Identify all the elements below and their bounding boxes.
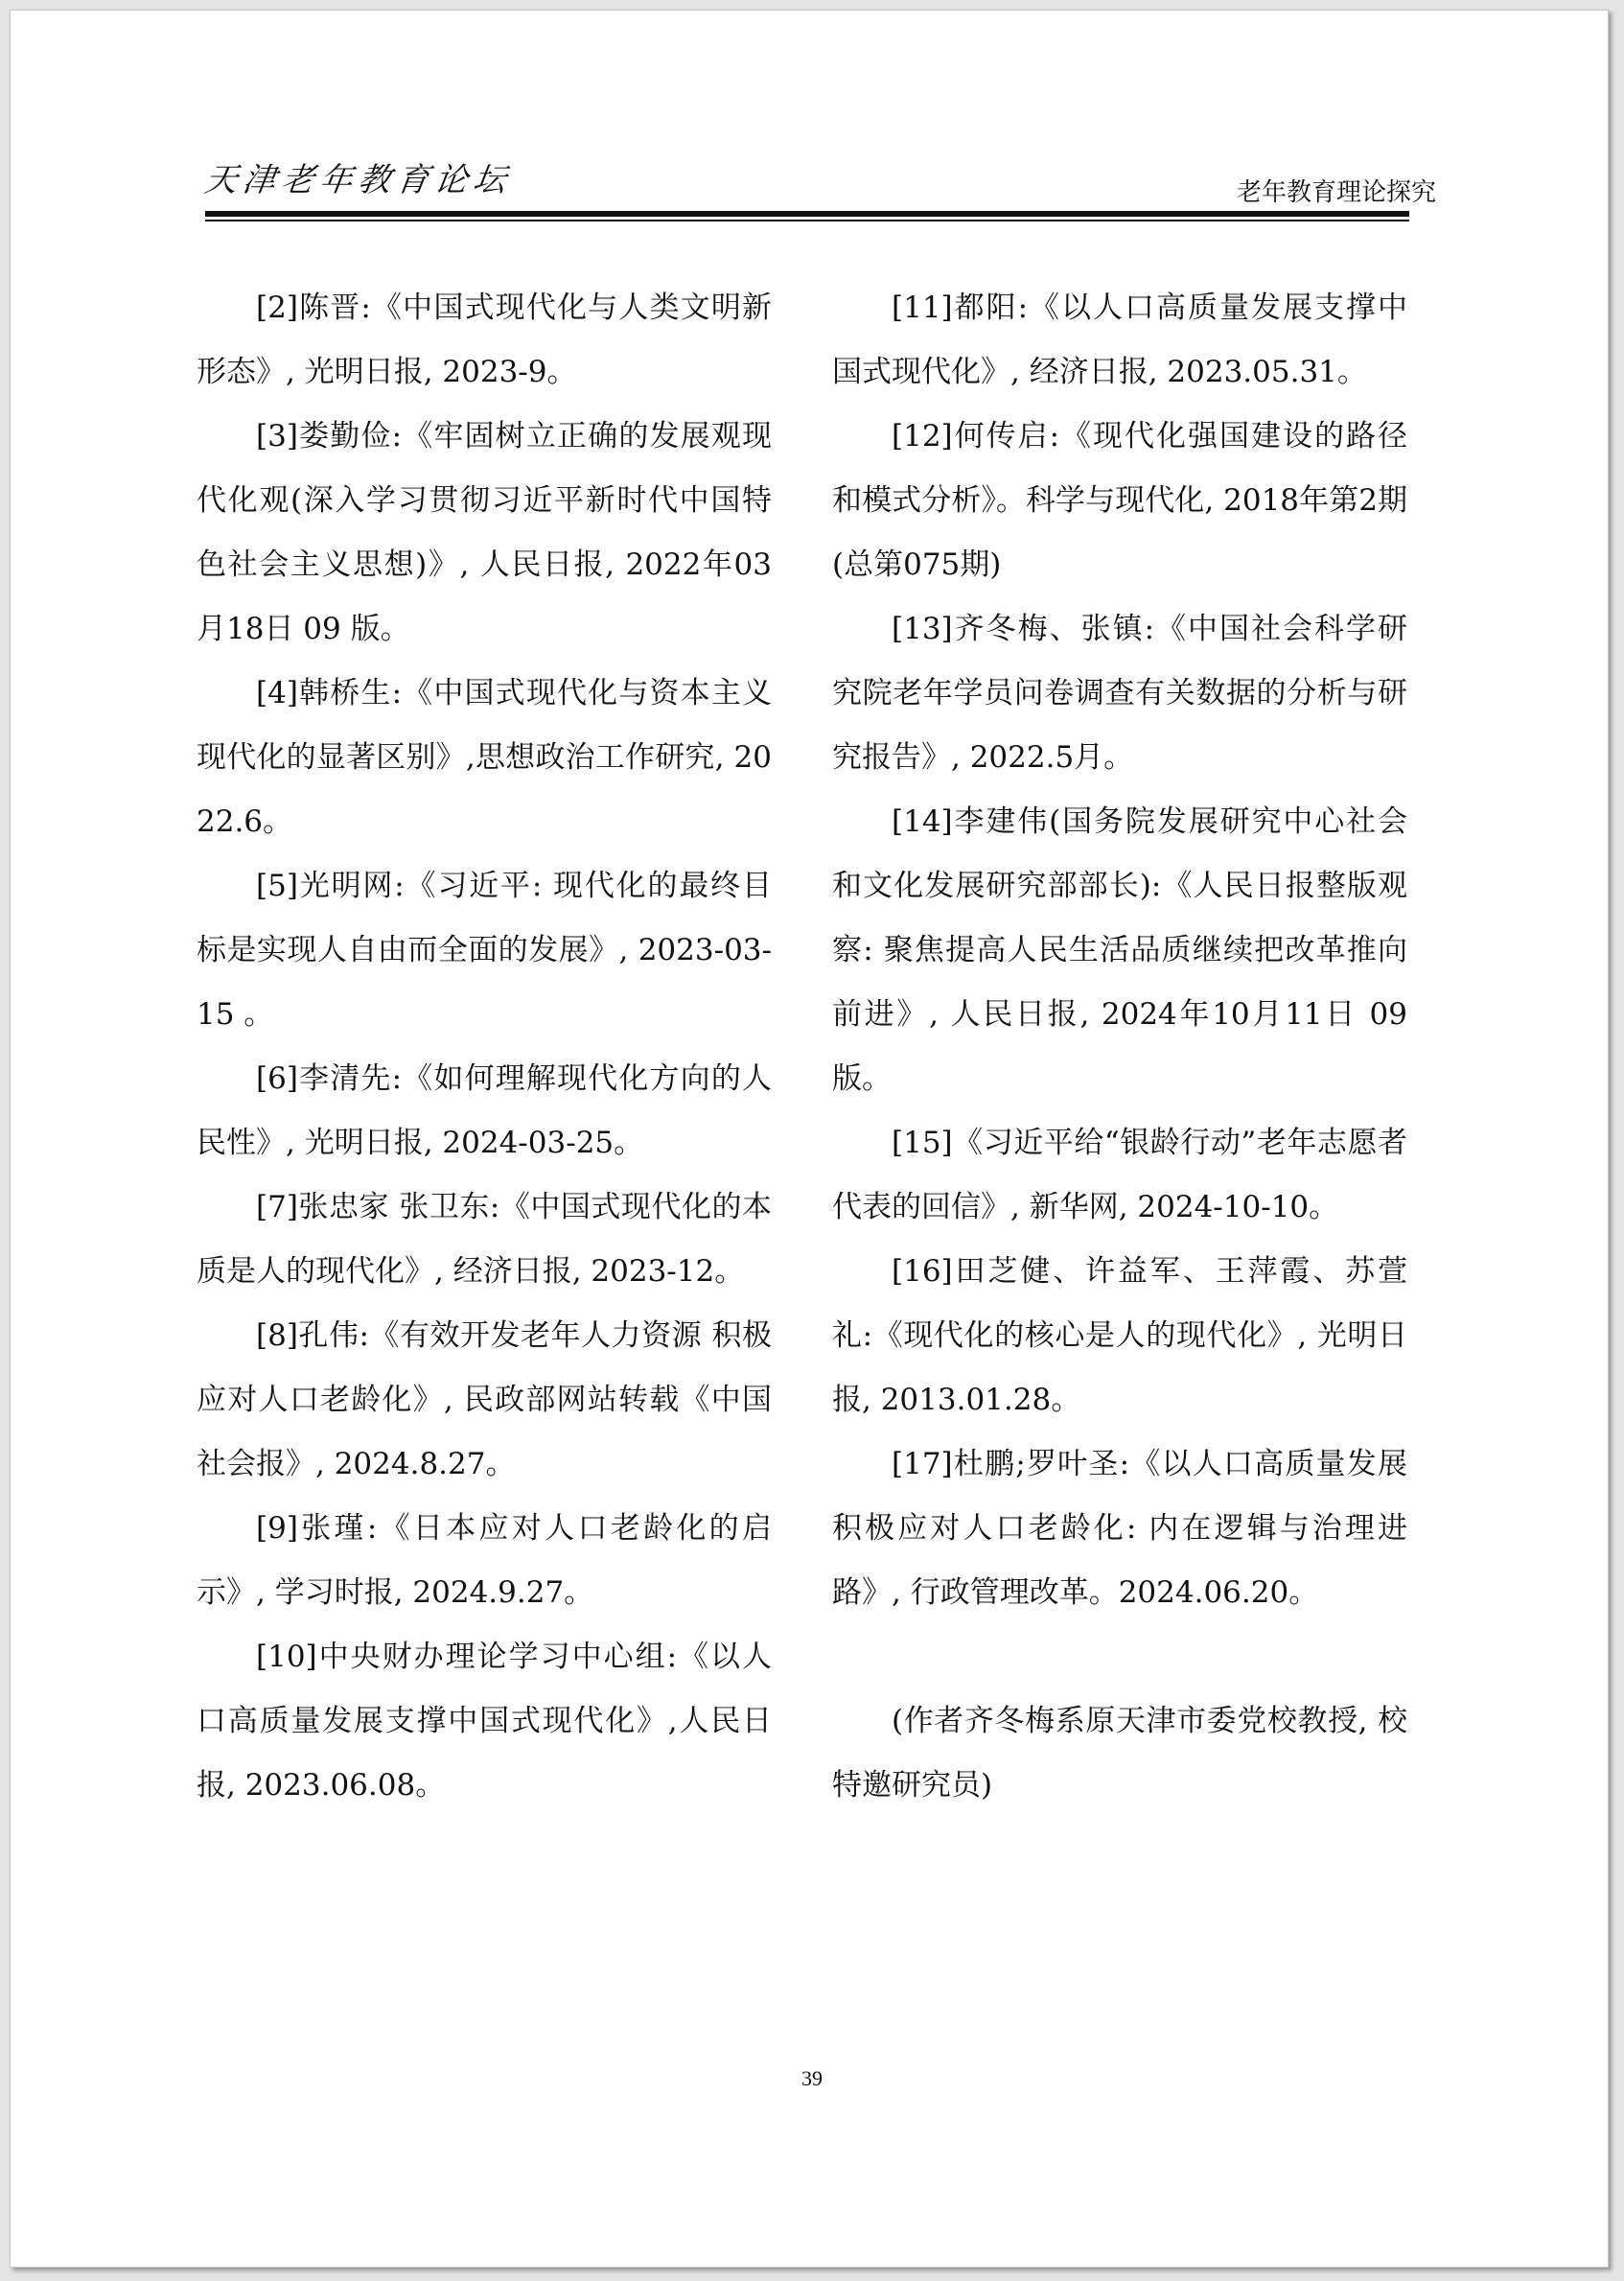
reference-item: [7]张忠家 张卫东:《中国式现代化的本质是人的现代化》, 经济日报, 2023-12。 [197, 1190, 772, 1289]
reference-item: [13]齐冬梅、张镇:《中国社会科学研究院老年学员问卷调查有关数据的分析与研究报告》, 2022.5月。 [832, 612, 1407, 775]
journal-logo: 天津老年教育论坛 [201, 161, 515, 199]
reference-item: [4]韩桥生:《中国式现代化与资本主义现代化的显著区别》,思想政治工作研究, 2022.6。 [197, 676, 772, 839]
references-right-column [832, 276, 1407, 1818]
reference-item: [5]光明网:《习近平: 现代化的最终目标是实现人自由而全面的发展》, 2023-03-15 。 [197, 869, 772, 1032]
reference-item: [9]张瑾:《日本应对人口老龄化的启示》, 学习时报, 2024.9.27。 [197, 1511, 772, 1610]
reference-item: [14]李建伟(国务院发展研究中心社会和文化发展研究部部长):《人民日报整版观察: 聚焦提高人民生活品质继续把改革推向前进》, 人民日报, 2024年10月11日 09 版。 [832, 804, 1407, 1096]
reference-item: [17]杜鹏;罗叶圣:《以人口高质量发展积极应对人口老龄化: 内在逻辑与治理进路》, 行政管理改革。2024.06.20。 [832, 1447, 1407, 1610]
header-rule-thin [205, 220, 1409, 221]
reference-item: [12]何传启:《现代化强国建设的路径和模式分析》。科学与现代化, 2018年第2期(总第075期) [832, 419, 1407, 582]
page-number: 39 [801, 2066, 823, 2090]
references-left-column [197, 276, 772, 1818]
reference-item: [11]都阳:《以人口高质量发展支撑中国式现代化》, 经济日报, 2023.05.31。 [832, 291, 1407, 389]
reference-item: [8]孔伟:《有效开发老年人力资源 积极应对人口老龄化》, 民政部网站转载《中国社会报》, 2024.8.27。 [197, 1318, 772, 1481]
section-title: 老年教育理论探究 [1236, 178, 1436, 207]
author-note: (作者齐冬梅系原天津市委党校教授, 校特邀研究员) [832, 1704, 1407, 1803]
reference-item: [10]中央财办理论学习中心组:《以人口高质量发展支撑中国式现代化》,人民日报, 2023.06.08。 [197, 1640, 772, 1803]
reference-item: [3]娄勤俭:《牢固树立正确的发展观现代化观(深入学习贯彻习近平新时代中国特色社会主义思想)》, 人民日报, 2022年03月18日 09 版。 [197, 419, 772, 646]
header-rule-thick [205, 211, 1409, 217]
reference-item: [6]李清先:《如何理解现代化方向的人民性》, 光明日报, 2024-03-25。 [197, 1061, 772, 1160]
reference-item: [15]《习近平给“银龄行动”老年志愿者代表的回信》, 新华网, 2024-10-10。 [832, 1126, 1407, 1224]
reference-item: [2]陈晋:《中国式现代化与人类文明新形态》, 光明日报, 2023-9。 [197, 291, 772, 389]
reference-item: [16]田芝健、许益军、王萍霞、苏萱礼:《现代化的核心是人的现代化》, 光明日报, 2013.01.28。 [832, 1254, 1407, 1417]
